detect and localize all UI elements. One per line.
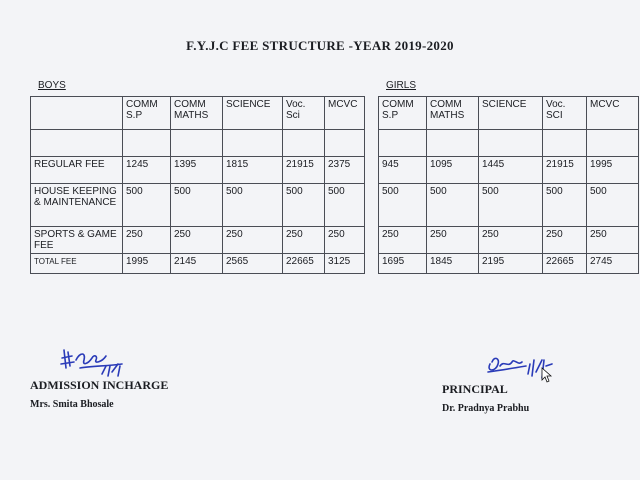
principal-name: Dr. Pradnya Prabhu: [442, 403, 530, 414]
header-empty-cell: [31, 97, 123, 130]
fee-cell: 250: [479, 227, 543, 254]
document-title: F.Y.J.C FEE STRUCTURE -YEAR 2019-2020: [186, 38, 454, 53]
column-header: Voc. SCI: [543, 97, 587, 130]
fee-cell: 500: [171, 184, 223, 227]
fee-cell: 500: [543, 184, 587, 227]
girls-section-label: GIRLS: [386, 80, 417, 91]
column-header: COMM MATHS: [171, 97, 223, 130]
table-row: [31, 184, 639, 227]
fee-cell: 500: [325, 184, 365, 227]
admission-incharge-role: ADMISSION INCHARGE: [30, 378, 169, 392]
row-label: HOUSE KEEPING & MAINTENANCE: [31, 184, 123, 227]
fee-cell: 2375: [325, 157, 365, 184]
column-header: COMM S.P: [123, 97, 171, 130]
fee-cell: 500: [479, 184, 543, 227]
fee-cell: 250: [171, 227, 223, 254]
fee-cell: 1445: [479, 157, 543, 184]
fee-cell: 2195: [479, 254, 543, 274]
principal-role: PRINCIPAL: [442, 382, 508, 396]
fee-cell: 250: [427, 227, 479, 254]
fee-cell: 21915: [543, 157, 587, 184]
fee-cell: 500: [379, 184, 427, 227]
fee-cell: 1995: [587, 157, 639, 184]
fee-cell: 3125: [325, 254, 365, 274]
row-label: TOTAL FEE: [31, 254, 123, 274]
fee-cell: 1095: [427, 157, 479, 184]
fee-cell: 500: [587, 184, 639, 227]
column-header: MCVC: [325, 97, 365, 130]
fee-cell: 250: [223, 227, 283, 254]
fee-cell: 500: [283, 184, 325, 227]
admission-incharge-block: [30, 378, 168, 410]
column-header: MCVC: [587, 97, 639, 130]
fee-cell: 2565: [223, 254, 283, 274]
fee-cell: 250: [123, 227, 171, 254]
fee-cell: 250: [325, 227, 365, 254]
column-header: SCIENCE: [479, 97, 543, 130]
fee-cell: 21915: [283, 157, 325, 184]
table-spacer-row: [31, 130, 639, 157]
principal-signature: [484, 350, 560, 386]
fee-cell: 22665: [543, 254, 587, 274]
principal-block: [442, 382, 529, 414]
fee-cell: 250: [379, 227, 427, 254]
fee-cell: 500: [223, 184, 283, 227]
separator-cell: [365, 97, 379, 130]
table-total-row: [31, 254, 639, 274]
fee-cell: 2145: [171, 254, 223, 274]
column-header: Voc. Sci: [283, 97, 325, 130]
fee-cell: 1245: [123, 157, 171, 184]
fee-cell: 500: [123, 184, 171, 227]
separator-cell: [365, 254, 379, 274]
separator-cell: [365, 157, 379, 184]
boys-section-label: BOYS: [38, 80, 66, 91]
fee-cell: 1845: [427, 254, 479, 274]
column-header: SCIENCE: [223, 97, 283, 130]
fee-cell: 500: [427, 184, 479, 227]
fee-cell: 945: [379, 157, 427, 184]
fee-cell: 1995: [123, 254, 171, 274]
admission-incharge-signature: [58, 344, 138, 378]
row-label: SPORTS & GAME FEE: [31, 227, 123, 254]
column-header: COMM S.P: [379, 97, 427, 130]
fee-cell: 22665: [283, 254, 325, 274]
fee-cell: 1695: [379, 254, 427, 274]
column-header: COMM MATHS: [427, 97, 479, 130]
separator-cell: [365, 184, 379, 227]
table-header-row: [31, 97, 639, 130]
row-label: REGULAR FEE: [31, 157, 123, 184]
table-row: [31, 227, 639, 254]
fee-cell: 1395: [171, 157, 223, 184]
fee-cell: 250: [283, 227, 325, 254]
fee-cell: 250: [543, 227, 587, 254]
fee-cell: 250: [587, 227, 639, 254]
fee-cell: 2745: [587, 254, 639, 274]
fee-cell: 1815: [223, 157, 283, 184]
admission-incharge-name: Mrs. Smita Bhosale: [30, 399, 114, 410]
separator-cell: [365, 227, 379, 254]
table-row: [31, 157, 639, 184]
fee-structure-table: [30, 96, 639, 274]
